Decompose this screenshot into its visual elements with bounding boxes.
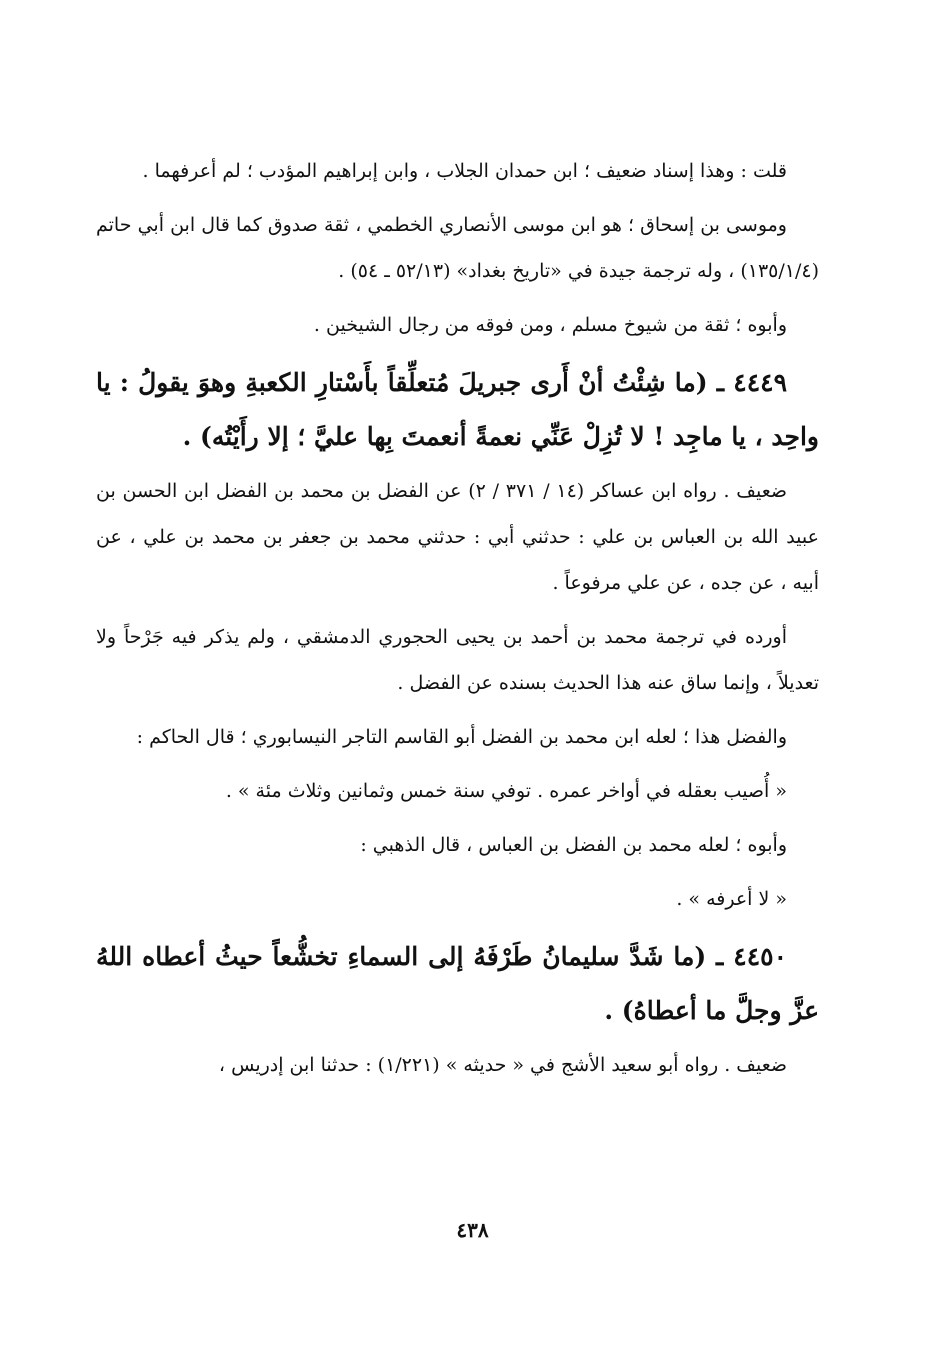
hadith-4450: ٤٤٥٠ ـ (ما شَدَّ سليمانُ طَرْفَهُ إلى السماءِ تخشُّعاً حيثُ أعطاه اللهُ عزَّ وجلَّ ما أعطاهُ) . [96, 942, 819, 1025]
paragraph-father-trustworthy: وأبوه ؛ ثقة من شيوخ مسلم ، ومن فوقه من رجال الشيخين . [313, 314, 787, 336]
quote-hakim: « أُصيب بعقله في أواخر عمره . توفي سنة خمس وثمانين وثلاث مئة » . [225, 780, 787, 802]
hadith-4449: ٤٤٤٩ ـ (ما شِئْتُ أنْ أَرى جبريلَ مُتعلِّقاً بأَسْتارِ الكعبةِ وهوَ يقولُ : يا واحِد ، يا ماجِد ! لا تُزِلْ عَنِّي نعمةً أنعمتَ بِها عليَّ ؛ إلا رأَيْتُه) . [96, 368, 819, 451]
paragraph-isnad-weak: قلت : وهذا إسناد ضعيف ؛ ابن حمدان الجلاب ، وابن إبراهيم المؤدب ؛ لم أعرفهما . [142, 160, 787, 182]
paragraph-al-fadl: والفضل هذا ؛ لعله ابن محمد بن الفضل أبو القاسم التاجر النيسابوري ؛ قال الحاكم : [136, 726, 787, 748]
paragraph-hujuri: أورده في ترجمة محمد بن أحمد بن يحيى الحجوري الدمشقي ، ولم يذكر فيه جَرْحاً ولا تعديلاً ، وإنما ساق عنه هذا الحديث بسنده عن الفضل . [96, 626, 819, 694]
quote-dhahabi: « لا أعرفه » . [676, 888, 787, 910]
paragraph-dhahabi: وأبوه ؛ لعله محمد بن الفضل بن العباس ، قال الذهبي : [360, 834, 787, 856]
paragraph-ashajj: ضعيف . رواه أبو سعيد الأشج في « حديثه » (١/٢٢١) : حدثنا ابن إدريس ، [218, 1054, 787, 1076]
paragraph-ibn-asakir: ضعيف . رواه ابن عساكر (١٤ / ٣٧١ / ٢) عن الفضل بن محمد بن الفضل ابن الحسن بن عبيد الله بن العباس بن علي : حدثني أبي : حدثني محمد بن جعفر بن محمد بن علي ، عن أبيه ، عن جده ، عن علي مرفوعاً . [96, 480, 819, 594]
paragraph-musa-ibn-ishaq: وموسى بن إسحاق ؛ هو ابن موسى الأنصاري الخطمي ، ثقة صدوق كما قال ابن أبي حاتم (١٣٥/١/٤) ، وله ترجمة جيدة في «تاريخ بغداد» (٥٢/١٣ ـ ٥٤) . [96, 214, 819, 282]
page-number: ٤٣٨ [456, 1218, 489, 1242]
